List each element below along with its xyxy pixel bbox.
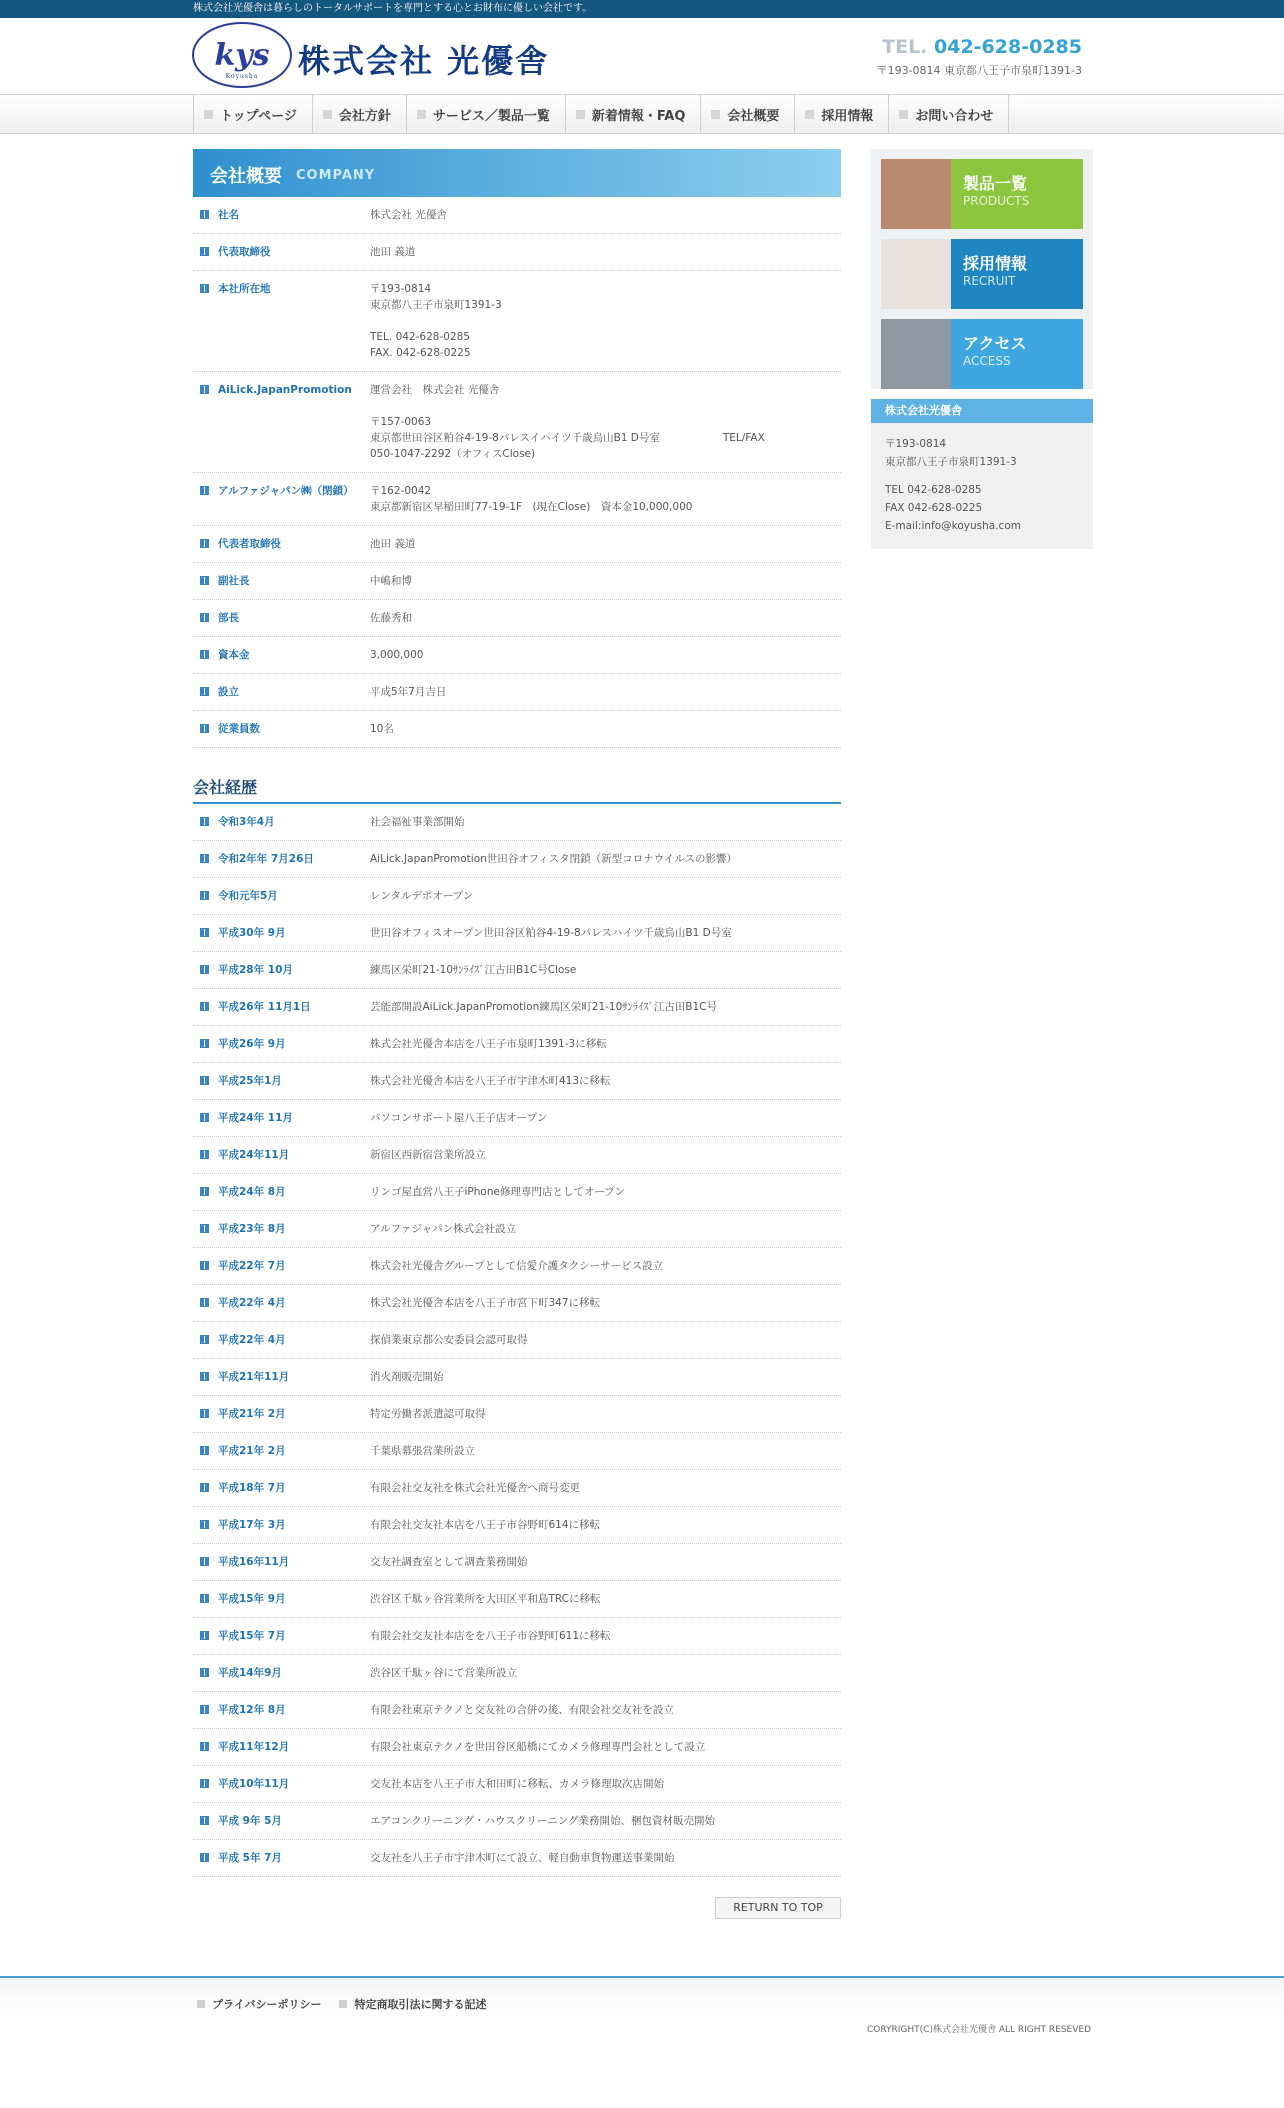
company-row-key	[193, 711, 370, 747]
value-line: 池田 義道	[370, 246, 416, 258]
company-row-label: 本社所在地	[218, 283, 271, 295]
footer	[0, 1976, 1284, 2108]
company-row	[193, 600, 841, 637]
list-bullet-icon	[200, 1631, 209, 1640]
history-row-date	[193, 1433, 370, 1469]
main-content	[193, 149, 841, 1937]
history-row-date	[193, 1396, 370, 1432]
nav-bullet-icon	[899, 110, 908, 119]
list-bullet-icon	[200, 1039, 209, 1048]
history-row	[193, 878, 841, 915]
history-row-event: 株式会社光優舎本店を八王子市宇津木町413に移転	[370, 1075, 611, 1087]
company-row-key	[193, 563, 370, 599]
company-row-key	[193, 271, 370, 371]
history-row-date	[193, 989, 370, 1025]
history-row-event: 芸能部開設AiLick.JapanPromotion練馬区栄町21-10ｻﾝﾗｲｽﾞ江古田B1C号	[370, 1001, 717, 1013]
history-row-date	[193, 1248, 370, 1284]
history-row	[193, 1544, 841, 1581]
history-row-date	[193, 1618, 370, 1654]
company-row	[193, 372, 841, 473]
history-row-date	[193, 1544, 370, 1580]
company-row-key	[193, 197, 370, 233]
logo-text: kys	[214, 37, 270, 73]
value-line: 〒157-0063	[370, 416, 432, 428]
company-row-value	[370, 271, 841, 371]
company-row-key	[193, 473, 370, 525]
history-row	[193, 1766, 841, 1803]
footer-link-0[interactable]	[197, 1996, 321, 2012]
history-row-event: 社会福祉事業部開始	[370, 816, 465, 828]
history-row-date	[193, 1692, 370, 1728]
history-row-event: リンゴ屋直営八王子iPhone修理専門店としてオープン	[370, 1186, 625, 1198]
list-bullet-icon	[200, 1853, 209, 1862]
company-row-key	[193, 526, 370, 562]
value-line: 東京都八王子市泉町1391-3	[370, 299, 502, 311]
history-row-event: 消火剤販売開始	[370, 1371, 444, 1383]
sidebar-line: 〒193-0814	[885, 438, 947, 450]
value-line: 中嶋和博	[370, 575, 412, 587]
company-row-value	[370, 674, 841, 710]
history-row-date	[193, 1174, 370, 1210]
company-row-value	[370, 526, 841, 562]
nav-bullet-icon	[805, 110, 814, 119]
history-row-event: 交友社調査室として調査業務開始	[370, 1556, 528, 1568]
history-date-label: 平成17年 3月	[218, 1519, 286, 1531]
footer-bullet-icon	[197, 2000, 205, 2008]
list-bullet-icon	[200, 1594, 209, 1603]
value-line	[370, 398, 841, 414]
list-bullet-icon	[200, 576, 209, 585]
history-row	[193, 1729, 841, 1766]
history-row-event: 渋谷区千駄ヶ谷にて営業所設立	[370, 1667, 517, 1679]
company-row	[193, 711, 841, 748]
nav-label: 新着情報・FAQ	[591, 108, 686, 124]
history-row-event: 株式会社光優舎グループとして信愛介護タクシーサービス設立	[370, 1260, 664, 1272]
history-row-event: 渋谷区千駄ヶ谷営業所を大田区平和島TRCに移転	[370, 1593, 601, 1605]
history-row	[193, 1396, 841, 1433]
history-row	[193, 1063, 841, 1100]
footer-link-1[interactable]	[339, 1996, 486, 2012]
company-table	[193, 197, 841, 748]
value-line: TEL. 042-628-0285	[370, 331, 470, 343]
history-date-label: 平成21年11月	[218, 1371, 290, 1383]
list-bullet-icon	[200, 1076, 209, 1085]
list-bullet-icon	[200, 1298, 209, 1307]
company-row	[193, 526, 841, 563]
list-bullet-icon	[200, 247, 209, 256]
company-row-key	[193, 600, 370, 636]
logo-sub: Koyusha	[225, 73, 259, 80]
history-row-event: 交友社本店を八王子市大和田町に移転、カメラ修理取次店開始	[370, 1778, 664, 1790]
sidebar-box	[871, 423, 1093, 549]
company-row-key	[193, 372, 370, 472]
history-row-date	[193, 952, 370, 988]
history-date-label: 平成30年 9月	[218, 927, 286, 939]
banner-text	[951, 239, 1083, 309]
list-bullet-icon	[200, 613, 209, 622]
history-row-event: 千葉県幕張営業所設立	[370, 1445, 475, 1457]
list-bullet-icon	[200, 210, 209, 219]
value-line: 運営会社 株式会社 光優舎	[370, 384, 500, 396]
sidebar-contact	[885, 481, 1079, 535]
banner-title: アクセス	[963, 334, 1027, 353]
value-line: 〒193-0814	[370, 283, 432, 295]
list-bullet-icon	[200, 1557, 209, 1566]
history-row-date	[193, 1137, 370, 1173]
sidebar-banner-1[interactable]	[871, 229, 1093, 309]
footer-bullet-icon	[339, 2000, 347, 2008]
history-date-label: 平成24年 8月	[218, 1186, 286, 1198]
list-bullet-icon	[200, 928, 209, 937]
list-bullet-icon	[200, 1002, 209, 1011]
history-date-label: 平成21年 2月	[218, 1445, 286, 1457]
value-line: 東京都新宿区早稲田町77-19-1F (現在Close) 資本金10,000,000	[370, 501, 693, 513]
nav-item-2[interactable]	[407, 95, 566, 133]
company-row-key	[193, 234, 370, 270]
list-bullet-icon	[200, 1187, 209, 1196]
section-title-en: COMPANY	[296, 168, 376, 183]
nav-label: 採用情報	[821, 108, 874, 124]
company-row-label: 資本金	[218, 649, 250, 661]
history-date-label: 令和元年5月	[218, 890, 278, 902]
sidebar-line: E-mail:info@koyusha.com	[885, 520, 1021, 532]
value-line: 050-1047-2292（オフィスClose)	[370, 448, 536, 460]
history-row-event: 株式会社光優舎本店を八王子市宮下町347に移転	[370, 1297, 601, 1309]
header-tel	[882, 36, 1082, 58]
history-date-label: 平成25年1月	[218, 1075, 282, 1087]
list-bullet-icon	[200, 891, 209, 900]
history-date-label: 平成12年 8月	[218, 1704, 286, 1716]
list-bullet-icon	[200, 687, 209, 696]
history-row-date	[193, 1840, 370, 1876]
value-line: 〒162-0042	[370, 485, 432, 497]
nav-bullet-icon	[204, 110, 213, 119]
history-row	[193, 1285, 841, 1322]
list-bullet-icon	[200, 1816, 209, 1825]
history-row-event: 練馬区栄町21-10ｻﾝﾗｲｽﾞ江古田B1C号Close	[370, 964, 577, 976]
history-row	[193, 915, 841, 952]
list-bullet-icon	[200, 1705, 209, 1714]
list-bullet-icon	[200, 1113, 209, 1122]
history-row-date	[193, 1211, 370, 1247]
company-row-label: 代表取締役	[218, 246, 271, 258]
history-date-label: 平成11年12月	[218, 1741, 290, 1753]
history-date-label: 平成 5年 7月	[218, 1852, 282, 1864]
banner-title: 採用情報	[963, 254, 1028, 273]
section-title-jp: 会社概要	[210, 166, 282, 187]
history-table	[193, 804, 841, 1877]
history-row-event: 有限会社東京テクノを世田谷区船橋にてカメラ修理専門会社として設立	[370, 1741, 706, 1753]
nav-label: サービス／製品一覧	[432, 108, 550, 124]
nav-bullet-icon	[576, 110, 585, 119]
history-date-label: 令和3年4月	[218, 816, 275, 828]
history-row-date	[193, 915, 370, 951]
list-bullet-icon	[200, 965, 209, 974]
company-name: 株式会社 光優舎	[298, 42, 550, 80]
nav-label: 会社方針	[338, 108, 391, 124]
history-date-label: 平成22年 4月	[218, 1334, 286, 1346]
value-line: 池田 義道	[370, 538, 416, 550]
list-bullet-icon	[200, 854, 209, 863]
history-date-label: 平成16年11月	[218, 1556, 290, 1568]
nav-bullet-icon	[417, 110, 426, 119]
nav-item-4[interactable]	[701, 95, 795, 133]
history-date-label: 平成24年11月	[218, 1149, 290, 1161]
history-row-event: パソコンサポート屋八王子店オープン	[370, 1112, 548, 1124]
history-row	[193, 1618, 841, 1655]
nav-item-5[interactable]	[795, 95, 889, 133]
list-bullet-icon	[200, 1668, 209, 1677]
company-row-value	[370, 234, 841, 270]
return-to-top-button[interactable]: RETURN TO TOP	[715, 1897, 841, 1919]
history-title: 会社経歴	[193, 774, 841, 804]
history-row	[193, 1692, 841, 1729]
company-row-value	[370, 473, 841, 525]
history-row-date	[193, 1063, 370, 1099]
banner-text	[951, 159, 1083, 229]
history-row-date	[193, 1470, 370, 1506]
company-row	[193, 637, 841, 674]
history-date-label: 平成15年 7月	[218, 1630, 286, 1642]
history-row-event: エアコンクリーニング・ハウスクリーニング業務開始、梱包資材販売開始	[370, 1815, 716, 1827]
history-date-label: 平成18年 7月	[218, 1482, 286, 1494]
history-row-date	[193, 1285, 370, 1321]
copyright: CORYRIGHT(C)株式会社光優舎 ALL RIGHT RESEVED	[866, 2025, 1091, 2035]
banner-photo	[881, 239, 951, 309]
company-row-value	[370, 637, 841, 673]
list-bullet-icon	[200, 1409, 209, 1418]
history-row	[193, 1248, 841, 1285]
history-row-event: レンタルデポオープン	[370, 890, 474, 902]
history-row-event: 有限会社東京テクノと交友社の合併の後、有限会社交友社を設立	[370, 1704, 674, 1716]
history-row	[193, 989, 841, 1026]
footer-links	[197, 1996, 504, 2012]
company-row	[193, 234, 841, 271]
list-bullet-icon	[200, 650, 209, 659]
footer-link-label: プライバシーポリシー	[212, 1998, 322, 2011]
list-bullet-icon	[200, 1335, 209, 1344]
sidebar-line: 東京都八王子市泉町1391-3	[885, 456, 1017, 468]
history-row	[193, 1137, 841, 1174]
history-row	[193, 1026, 841, 1063]
history-row-event: 株式会社光優舎本店を八王子市泉町1391-3に移転	[370, 1038, 607, 1050]
list-bullet-icon	[200, 1483, 209, 1492]
history-row-date	[193, 878, 370, 914]
return-wrap	[193, 1877, 841, 1937]
list-bullet-icon	[200, 385, 209, 394]
list-bullet-icon	[200, 1261, 209, 1270]
list-bullet-icon	[200, 1779, 209, 1788]
history-row-date	[193, 1507, 370, 1543]
company-row-value	[370, 372, 841, 472]
history-row-event: AiLick.JapanPromotion世田谷オフィスタ閉鎖（新型コロナウイルスの影響）	[370, 853, 737, 865]
history-row-event: 有限会社交友社本店をを八王子市谷野町611に移転	[370, 1630, 611, 1642]
history-row	[193, 1803, 841, 1840]
history-row	[193, 1322, 841, 1359]
list-bullet-icon	[200, 1150, 209, 1159]
history-row-date	[193, 841, 370, 877]
nav-items	[193, 95, 1009, 133]
value-line: 株式会社 光優舎	[370, 209, 447, 221]
company-row-value	[370, 197, 841, 233]
company-row-label: 代表者取締役	[218, 538, 281, 550]
list-bullet-icon	[200, 724, 209, 733]
nav-item-0[interactable]	[194, 95, 313, 133]
company-row-label: 社名	[218, 209, 239, 221]
banner-text	[951, 319, 1083, 389]
history-row-event: 有限会社交友社本店を八王子市谷野町614に移転	[370, 1519, 601, 1531]
history-row-event: 有限会社交友社を株式会社光優舎へ商号変更	[370, 1482, 580, 1494]
company-row-label: 副社長	[218, 575, 250, 587]
banner-subtitle: ACCESS	[963, 354, 1011, 368]
history-date-label: 平成10年11月	[218, 1778, 290, 1790]
top-bar	[0, 0, 1284, 18]
company-row-label: 従業員数	[218, 723, 260, 735]
sidebar-banners	[871, 149, 1093, 389]
history-row	[193, 1433, 841, 1470]
company-row	[193, 674, 841, 711]
list-bullet-icon	[200, 1446, 209, 1455]
tel-label: TEL.	[882, 36, 928, 58]
company-row-value	[370, 563, 841, 599]
history-row-event: 探偵業東京都公安委員会認可取得	[370, 1334, 528, 1346]
header	[0, 18, 1284, 95]
history-row-date	[193, 804, 370, 840]
banner-subtitle: RECRUIT	[963, 274, 1016, 288]
company-section-title	[193, 149, 841, 197]
list-bullet-icon	[200, 486, 209, 495]
sidebar-banner-2[interactable]	[871, 309, 1093, 389]
history-date-label: 平成15年 9月	[218, 1593, 286, 1605]
history-row	[193, 804, 841, 841]
history-row-date	[193, 1359, 370, 1395]
value-line: 平成5年7月吉日	[370, 686, 447, 698]
company-row	[193, 271, 841, 372]
history-row-date	[193, 1581, 370, 1617]
value-line: FAX. 042-628-0225	[370, 347, 471, 359]
history-row-event: 交友社を八王子市宇津木町にて設立、軽自動車貨物運送事業開始	[370, 1852, 675, 1864]
company-row-label: 設立	[218, 686, 239, 698]
value-line: 3,000,000	[370, 649, 424, 661]
history-row	[193, 1507, 841, 1544]
banner-photo	[881, 159, 951, 229]
nav-label: 会社概要	[727, 108, 780, 124]
history-row	[193, 1359, 841, 1396]
list-bullet-icon	[200, 817, 209, 826]
nav-item-6[interactable]	[889, 95, 1009, 133]
nav-bullet-icon	[323, 110, 332, 119]
history-row-date	[193, 1803, 370, 1839]
nav-label: お問い合わせ	[915, 108, 994, 124]
sidebar-line: FAX 042-628-0225	[885, 502, 983, 514]
nav-item-3[interactable]	[566, 95, 702, 133]
value-line: 10名	[370, 723, 394, 735]
history-row-event: アルファジャパン株式会社設立	[370, 1223, 517, 1235]
company-row-key	[193, 674, 370, 710]
history-date-label: 平成14年9月	[218, 1667, 282, 1679]
tel-number: 042-628-0285	[934, 36, 1082, 58]
history-date-label: 平成28年 10月	[218, 964, 293, 976]
history-date-label: 平成 9年 5月	[218, 1815, 282, 1827]
sidebar-banner-0[interactable]	[871, 149, 1093, 229]
list-bullet-icon	[200, 1224, 209, 1233]
history-row-date	[193, 1322, 370, 1358]
footer-link-label: 特定商取引法に関する記述	[354, 1998, 487, 2011]
history-row-date	[193, 1026, 370, 1062]
history-row-date	[193, 1729, 370, 1765]
company-row-value	[370, 600, 841, 636]
history-row-date	[193, 1655, 370, 1691]
history-row-date	[193, 1100, 370, 1136]
banner-title: 製品一覧	[963, 174, 1028, 193]
list-bullet-icon	[200, 1520, 209, 1529]
history-row	[193, 1100, 841, 1137]
history-row-date	[193, 1766, 370, 1802]
banner-subtitle: PRODUCTS	[963, 194, 1030, 208]
company-row-label: AiLick.JapanPromotion	[218, 384, 352, 396]
company-row-key	[193, 637, 370, 673]
nav-label: トップページ	[220, 108, 297, 124]
history-row	[193, 1581, 841, 1618]
company-row-label: 部長	[218, 612, 239, 624]
company-row	[193, 563, 841, 600]
history-row	[193, 841, 841, 878]
history-row	[193, 1840, 841, 1877]
banner-photo	[881, 319, 951, 389]
sidebar-line: TEL 042-628-0285	[885, 484, 982, 496]
list-bullet-icon	[200, 284, 209, 293]
history-row-event: 特定労働者派遣認可取得	[370, 1408, 486, 1420]
history-date-label: 平成22年 4月	[218, 1297, 286, 1309]
sidebar-box-title: 株式会社光優舎	[871, 399, 1093, 423]
nav-bullet-icon	[711, 110, 720, 119]
company-row	[193, 197, 841, 234]
list-bullet-icon	[200, 1372, 209, 1381]
history-row	[193, 1211, 841, 1248]
header-address: 〒193-0814 東京都八王子市泉町1391-3	[876, 64, 1082, 77]
company-row	[193, 473, 841, 526]
sidebar-address	[885, 435, 1079, 471]
list-bullet-icon	[200, 1742, 209, 1751]
nav-item-1[interactable]	[313, 95, 407, 133]
history-date-label: 平成23年 8月	[218, 1223, 286, 1235]
history-date-label: 平成24年 11月	[218, 1112, 293, 1124]
history-row	[193, 952, 841, 989]
value-line: 東京都世田谷区粕谷4-19-8パレスイハイツ千歳烏山B1 D号室 TEL/FAX	[370, 432, 765, 444]
sidebar	[871, 149, 1093, 549]
history-date-label: 令和2年年 7月26日	[218, 853, 314, 865]
value-line	[370, 313, 841, 329]
history-date-label: 平成21年 2月	[218, 1408, 286, 1420]
history-row	[193, 1174, 841, 1211]
history-row-event: 新宿区西新宿営業所設立	[370, 1149, 486, 1161]
history-date-label: 平成22年 7月	[218, 1260, 286, 1272]
history-row	[193, 1655, 841, 1692]
history-date-label: 平成26年 11月1日	[218, 1001, 311, 1013]
company-row-value	[370, 711, 841, 747]
history-row-event: 世田谷オフィスオープン世田谷区粕谷4-19-8パレスハイツ千歳烏山B1 D号室	[370, 927, 732, 939]
history-date-label: 平成26年 9月	[218, 1038, 286, 1050]
company-row-label: アルファジャパン㈱（閉鎖）	[218, 485, 354, 497]
history-row	[193, 1470, 841, 1507]
company-logo[interactable]	[192, 22, 292, 88]
list-bullet-icon	[200, 539, 209, 548]
tagline: 株式会社光優舎は暮らしのトータルサポートを専門とする心とお財布に優しい会社です。	[193, 3, 593, 14]
value-line: 佐藤秀和	[370, 612, 412, 624]
